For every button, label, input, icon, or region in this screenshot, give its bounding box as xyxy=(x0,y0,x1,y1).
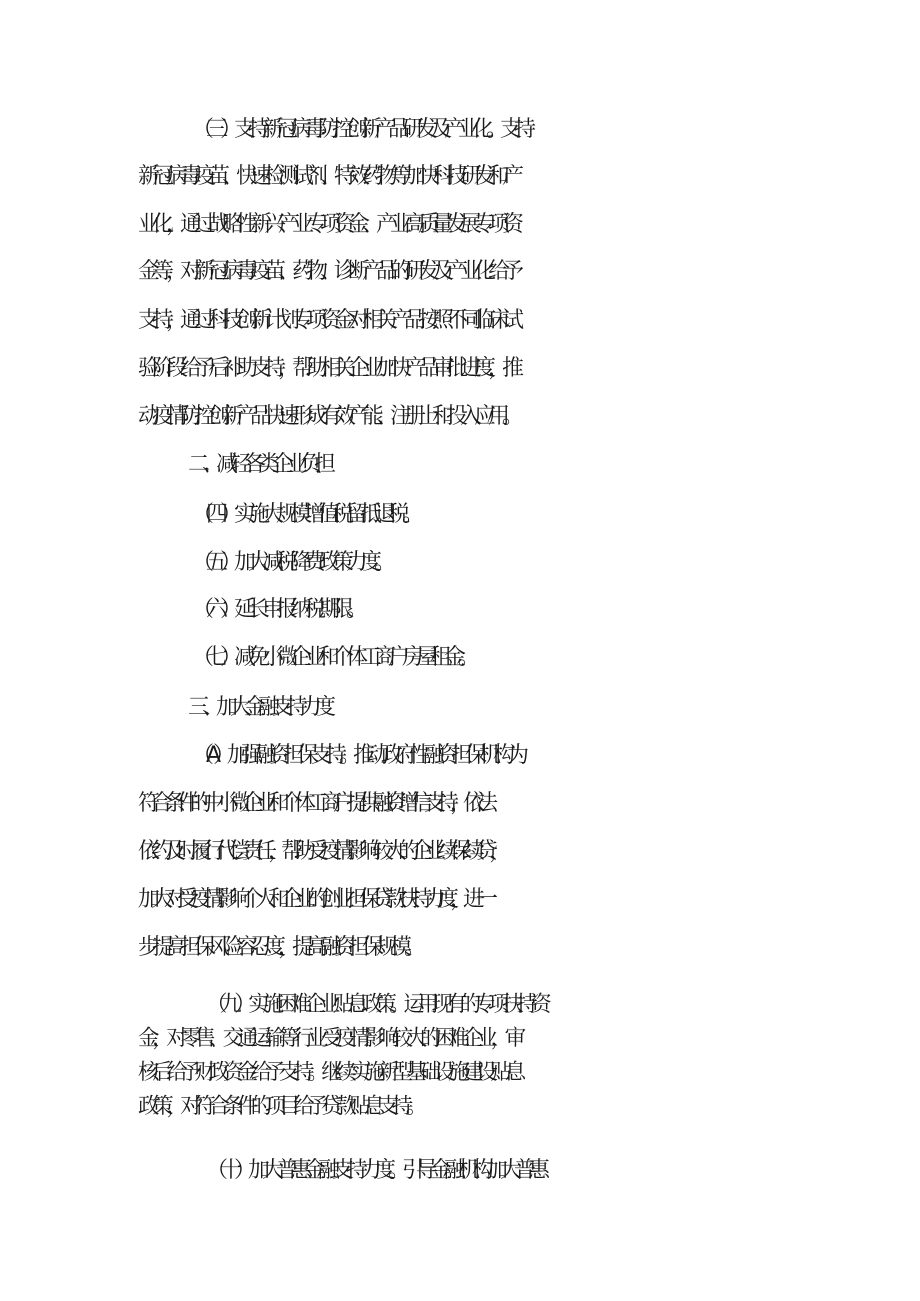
paragraph-line: 验阶段给予后补助支持，帮助相关企业加快产品审批进度，推 xyxy=(138,356,517,381)
paragraph-line: 核后给予财政资金给予支持。继续实施新型基础设施建设贴息 xyxy=(138,1060,519,1085)
paragraph-line: 业化，通过战略性新兴产业专项资金、产业高质量发展专项资 xyxy=(138,212,517,237)
item-7: （七）减免小微企业和个体工商户房屋租金。 xyxy=(192,645,473,670)
item-6: （六）延长申报纳税期限。 xyxy=(192,597,361,622)
paragraph-line: （十）加大普惠金融支持力度。引导金融机构加大普惠 xyxy=(206,1158,543,1183)
paragraph-line: 依约及时履行代偿责任，帮助受疫情影响较大的企业续保续贷， xyxy=(138,839,503,864)
paragraph-line: 金，对零售、交通运输等行业受疫情影响较大的困难企业，审 xyxy=(138,1026,519,1051)
paragraph-line: （A）加强融资担保支持。推动政府性融资担保机构为 xyxy=(192,743,522,768)
paragraph-line: 金等，对新冠病毒疫苗、药物、诊断产品的研发及产业化给予 xyxy=(138,259,517,284)
paragraph-line: （九）实施困难企业贴息政策。运用现有的专项扶持资 xyxy=(206,992,545,1017)
item-5: （五）加大减税降费政策力度。 xyxy=(192,550,389,575)
paragraph-line: 动疫情防控创新产品快速形成有效产能、注册上和投入应用。 xyxy=(138,404,517,429)
item-4: （四）实施大规模增值税留抵退税。 xyxy=(192,502,417,527)
section-heading-2: 二、减轻各类企业负担 xyxy=(188,452,329,477)
paragraph-line: 新冠病毒疫苗、快速检测试剂、特效药物等加快科技研发和产 xyxy=(138,164,517,189)
section-heading-3: 三、加大金融支持力度 xyxy=(188,695,329,720)
paragraph-line: 政策，对符合条件的项目给予贷款贴息支持。 xyxy=(138,1094,421,1119)
paragraph-line: 符合条件的中小微企业和个体工商户提供融资增信支持，依法 xyxy=(138,791,490,816)
paragraph-line: 支持，通过科技创新计划专项资金对相关产品按照不同临床试 xyxy=(138,308,517,333)
paragraph-line: （三）支持新冠病毒防控创新产品研发及产业化。支持 xyxy=(192,117,529,142)
paragraph-line: 步提高担保风险容忍度，提高融资担保规模。 xyxy=(138,935,419,960)
paragraph-line: 加大对受疫情影响个人和企业的创业担保贷款扶持力度，进一 xyxy=(138,887,490,912)
